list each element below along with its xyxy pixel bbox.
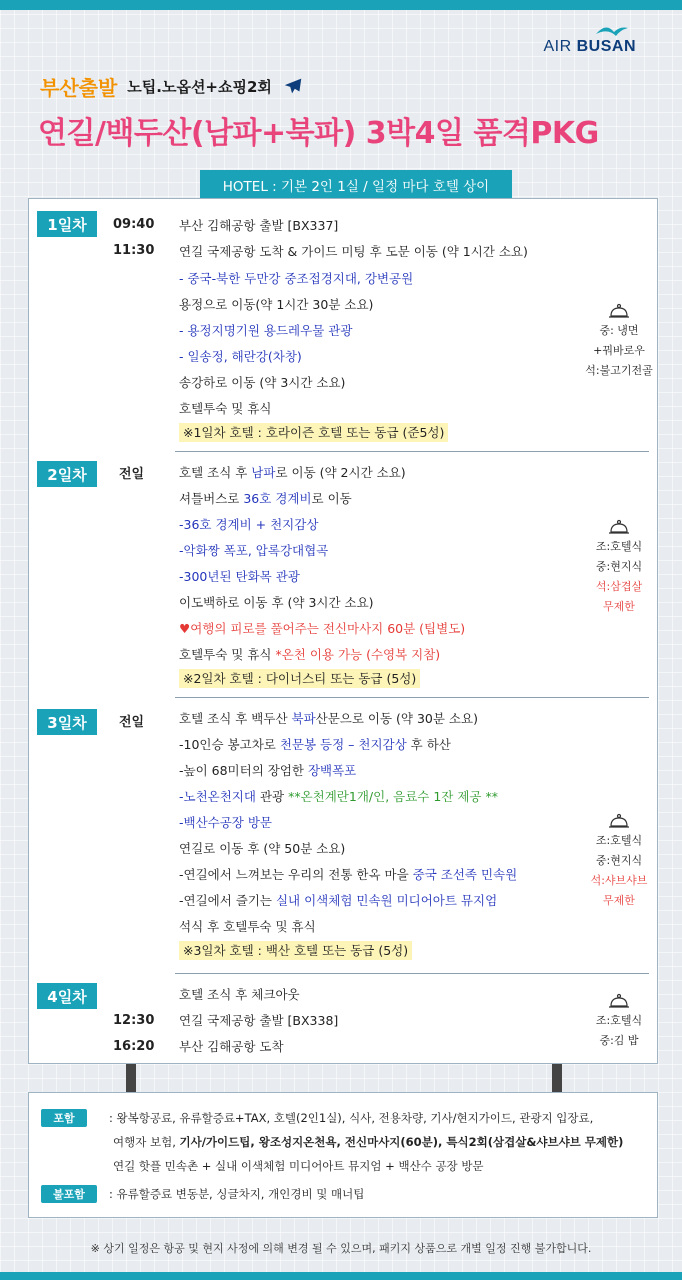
- panel-connector-left: [126, 1064, 136, 1092]
- day-1-line-2: 연길 국제공항 도착 & 가이드 미팅 후 도문 이동 (약 1시간 소요): [179, 244, 528, 259]
- hotel-banner: HOTEL : 기본 2인 1실 / 일정 마다 호텔 상이: [200, 170, 512, 200]
- meal-lunch: 중: 냉면: [599, 324, 639, 337]
- text-segment: 호텔투숙 및 휴식: [179, 647, 276, 662]
- tour-conditions: 노팁.노옵션+쇼핑2회: [127, 77, 272, 96]
- day-3-badge: 3일차: [37, 709, 97, 735]
- bottom-accent-bar: [0, 1272, 682, 1280]
- text-segment: 산문으로 이동 (약 30분 소요): [315, 711, 478, 726]
- day-divider: [175, 973, 649, 974]
- text-segment: 로 이동 (약 2시간 소요): [275, 465, 406, 480]
- text-segment: -높이 68미터의 장엄한: [179, 763, 308, 778]
- cloche-icon: [608, 519, 630, 535]
- logo-name: BUSAN: [576, 38, 636, 55]
- cloche-icon: [608, 813, 630, 829]
- text-segment: -10인승 봉고차로: [179, 737, 280, 752]
- day-1-line-7: 송강하로 이동 (약 3시간 소요): [179, 375, 346, 390]
- day-1-line-4: 용정으로 이동(약 1시간 30분 소요): [179, 297, 374, 312]
- meal-lunch: 중:김 밥: [599, 1034, 639, 1047]
- day-3-line-4: [179, 787, 498, 805]
- day-divider: [175, 451, 649, 452]
- text-segment: -연길에서 즐기는: [179, 893, 276, 908]
- day-3-line-8: [179, 891, 497, 909]
- meal-dinner-note: 무제한: [603, 600, 635, 613]
- day-2-line-2: [179, 489, 352, 507]
- text-highlight: 천문봉 등정 – 천지감상: [279, 737, 407, 752]
- day-3-line-1: [179, 709, 478, 727]
- text-segment: 셔틀버스로: [179, 491, 244, 506]
- text-highlight: 36호 경계비: [243, 491, 312, 506]
- day-1-line-5: - 용정지명기원 용드레우물 관광: [179, 323, 353, 338]
- sub-header: [40, 72, 304, 100]
- day-4-line-1: 호텔 조식 후 체크아웃: [179, 987, 300, 1002]
- text-highlight: 북파: [291, 711, 316, 726]
- day-4-meals: [577, 993, 661, 1051]
- footnote: ※ 상기 일정은 항공 및 현지 사정에 의해 변경 될 수 있으며, 패키지 상품으로 개별 일정 진행 불가합니다.: [90, 1242, 592, 1255]
- text-highlight: 장백폭포: [307, 763, 357, 778]
- day-1-hotel-note: [179, 423, 448, 441]
- day-divider: [175, 697, 649, 698]
- day-4-line-3: 부산 김해공항 도착: [179, 1039, 284, 1054]
- air-busan-logo: [526, 24, 636, 64]
- day-4-time-2: 12:30: [113, 1013, 155, 1028]
- cloche-icon: [608, 303, 630, 319]
- day-2-line-1: [179, 463, 406, 481]
- day-3-hotel-highlight: ※3일차 호텔 : 백산 호텔 또는 동급 (5성): [179, 941, 412, 960]
- text-highlight: **온천계란1개/인, 음료수 1잔 제공 **: [288, 789, 498, 804]
- meal-dinner: 석:샤브샤브: [590, 874, 648, 887]
- day-1-line-8: 호텔투숙 및 휴식: [179, 401, 272, 416]
- text-segment: -연길에서 느껴보는 우리의 전통 한옥 마을: [179, 867, 413, 882]
- day-3-line-9: 석식 후 호텔투숙 및 휴식: [179, 919, 316, 934]
- day-1-meals: [577, 303, 661, 381]
- airplane-icon: [282, 75, 304, 97]
- day-2-hotel-note: [179, 669, 420, 687]
- day-2-line-8: [179, 645, 440, 663]
- text-highlight: 중국 조선족 민속원: [412, 867, 518, 882]
- panel-connector-right: [552, 1064, 562, 1092]
- day-2-hotel-highlight: ※2일차 호텔 : 다이너스티 또는 동급 (5성): [179, 669, 420, 688]
- text-segment: 관광: [255, 789, 289, 804]
- text-segment: 호텔 조식 후 백두산: [179, 711, 292, 726]
- day-2-line-4: -악화짱 폭포, 압록강대협곡: [179, 543, 329, 558]
- include-line-3: 연길 핫플 민속촌 + 실내 이색체험 미디어아트 뮤지엄 + 백산수 공장 방문: [113, 1159, 484, 1173]
- exclude-line: : 유류할증료 변동분, 싱글차지, 개인경비 및 매너팁: [109, 1187, 365, 1201]
- meal-lunch-extra: +꿔바로우: [593, 344, 645, 357]
- day-3-line-3: [179, 761, 356, 779]
- day-3-line-7: [179, 865, 517, 883]
- day-1-hotel-highlight: ※1일차 호텔 : 호라이즌 호텔 또는 동급 (준5성): [179, 423, 448, 442]
- meal-dinner: 석:불고기전골: [585, 364, 653, 377]
- day-2-time: 전일: [119, 467, 145, 482]
- day-1-time-1: 09:40: [113, 217, 155, 232]
- day-1-line-3: - 중국-북한 두만강 중조접경지대, 강변공원: [179, 271, 414, 286]
- text-segment: 여행자 보험,: [113, 1135, 180, 1149]
- day-1-line-6: - 일송정, 해란강(차창): [179, 349, 302, 364]
- day-1-time-2: 11:30: [113, 243, 155, 258]
- day-2-line-3: -36호 경계비 + 천지감상: [179, 517, 319, 532]
- meal-dinner-note: 무제한: [603, 894, 635, 907]
- itinerary-panel: [28, 198, 658, 1064]
- day-4-badge: 4일차: [37, 983, 97, 1009]
- text-highlight: -노천온천지대: [179, 789, 256, 804]
- include-label: 포함: [41, 1109, 87, 1127]
- text-segment: 로 이동: [311, 491, 352, 506]
- meal-breakfast: 조:호텔식: [595, 834, 643, 847]
- day-3-line-5: -백산수공장 방문: [179, 815, 273, 830]
- include-line-2: [113, 1134, 623, 1150]
- day-1-badge: 1일차: [37, 211, 97, 237]
- logo-text: [543, 38, 636, 56]
- top-accent-bar: [0, 0, 682, 10]
- day-2-meals: [577, 519, 661, 617]
- day-3-hotel-note: [179, 941, 412, 959]
- day-2-badge: 2일차: [37, 461, 97, 487]
- meal-dinner: 석:삼겹살: [595, 580, 643, 593]
- day-3-meals: [577, 813, 661, 911]
- day-3-line-2: [179, 735, 451, 753]
- logo-prefix: AIR: [543, 38, 577, 55]
- day-4-line-2: 연길 국제공항 출발 [BX338]: [179, 1013, 339, 1028]
- day-4-time-3: 16:20: [113, 1039, 155, 1054]
- day-2-line-6: 이도백하로 이동 후 (약 3시간 소요): [179, 595, 374, 610]
- text-segment: 호텔 조식 후: [179, 465, 252, 480]
- departure-origin: 부산출발: [40, 75, 118, 100]
- cloche-icon: [608, 993, 630, 1009]
- exclude-label: 불포함: [41, 1185, 97, 1203]
- include-line-1: : 왕복항공료, 유류할증료+TAX, 호텔(2인1실), 식사, 전용차량, 기사/현지가이드, 관광지 입장료,: [109, 1111, 594, 1125]
- text-bold: 기사/가이드팁, 왕조성지온천욕, 전신마사지(60분), 특식2회(삼겹살&샤브샤브 무제한): [179, 1135, 624, 1149]
- text-segment: 후 하산: [406, 737, 451, 752]
- meal-lunch: 중:현지식: [595, 854, 643, 867]
- text-highlight: 실내 이색체험 민속원 미디어아트 뮤지엄: [275, 893, 498, 908]
- meal-lunch: 중:현지식: [595, 560, 643, 573]
- text-highlight: 남파: [251, 465, 276, 480]
- day-1-line-1: 부산 김해공항 출발 [BX337]: [179, 218, 339, 233]
- meal-breakfast: 조:호텔식: [595, 1014, 643, 1027]
- meal-breakfast: 조:호텔식: [595, 540, 643, 553]
- include-exclude-box: [28, 1092, 658, 1218]
- day-3-line-6: 연길로 이동 후 (약 50분 소요): [179, 841, 346, 856]
- page-title: 연길/백두산(남파+북파) 3박4일 품격PKG: [38, 116, 599, 151]
- day-2-line-7: ♥여행의 피로를 풀어주는 전신마사지 60분 (팁별도): [179, 621, 466, 636]
- text-highlight: *온천 이용 가능 (수영복 지참): [275, 647, 441, 662]
- day-2-line-5: -300년된 탄화목 관광: [179, 569, 300, 584]
- day-3-time: 전일: [119, 715, 145, 730]
